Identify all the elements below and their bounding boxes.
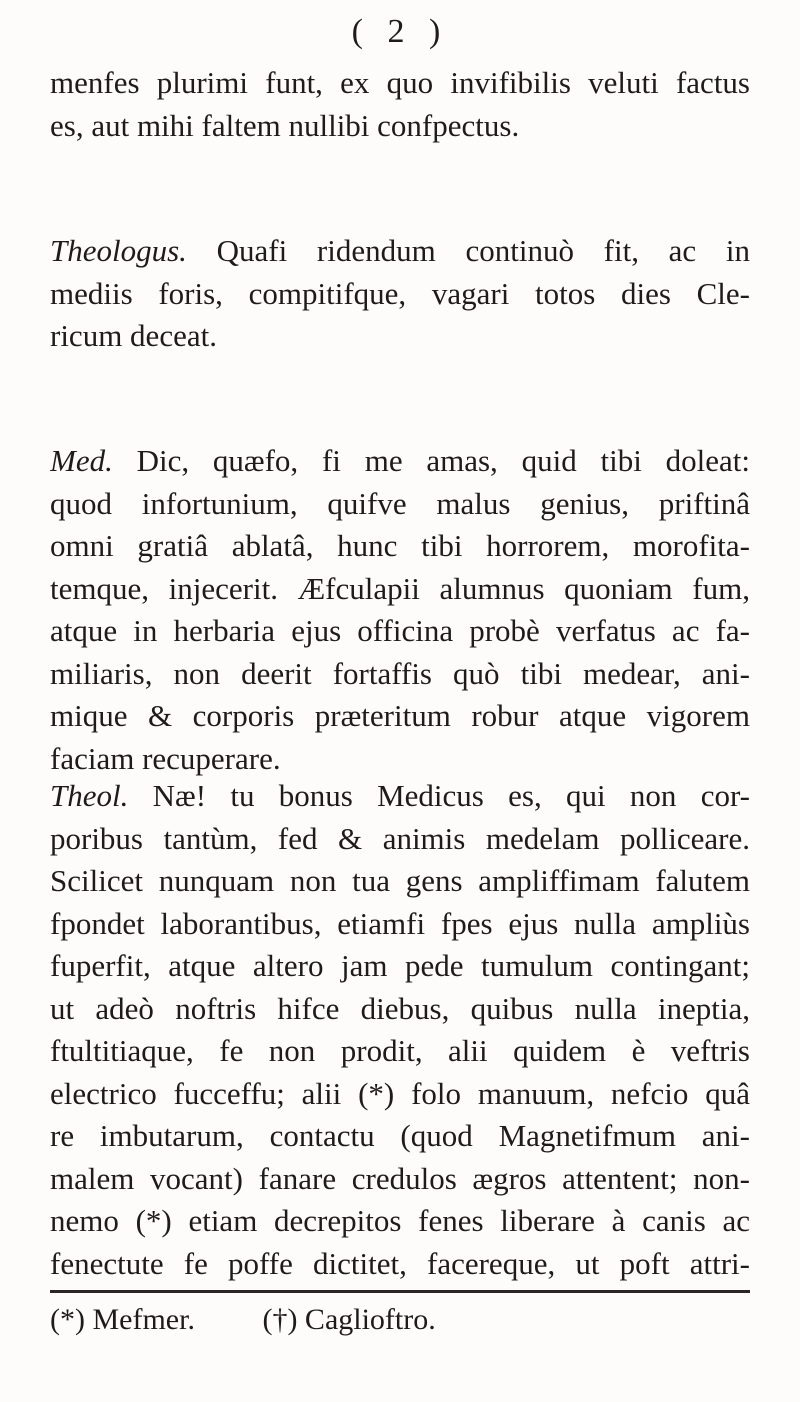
footnote-cagliostro: (†) Caglioftro. [262,1303,436,1336]
text-line: ut adeò noftris hifce diebus, quibus nulla ineptia, [50,990,750,1026]
text-line: quod infortunium, quifve malus genius, priftinâ [50,485,750,521]
text-line: omni gratiâ ablatâ, hunc tibi horrorem, morofita- [50,528,750,563]
speaker-label: Theologus. [50,233,187,268]
text-line: fenectute fe poffe dictitet, facereque, ut poft attri- [50,1245,750,1281]
text-line [50,775,750,818]
paragraph-theol [50,775,750,1285]
text-line: electrico fucceffu; alii (*) folo manuum, nefcio quâ [50,1075,750,1111]
text-line: fuperfit, atque altero jam pede tumulum contingant; [50,948,750,983]
text-line: atque in herbaria ejus officina probè verfatus ac fa- [50,613,750,648]
text-line: nemo (*) etiam decrepitos fenes liberare à canis ac [50,1203,750,1238]
text-line: re imbutarum, contactu (quod Magnetifmum ani- [50,1118,750,1153]
footnotes [50,1300,750,1340]
text-line: mique & corporis præteritum robur atque vigorem [50,698,750,733]
text-line: miliaris, non deerit fortaffis quò tibi medear, ani- [50,655,750,691]
text-fragment: Næ! tu bonus Medicus es, qui non cor- [128,778,750,813]
text-line: temque, injecerit. Æfculapii alumnus quoniam fum, [50,570,750,606]
paragraph-continuation [50,62,750,147]
text-line: ricum deceat. [50,318,217,353]
text-line: ftultitiaque, fe non prodit, alii quidem è veftris [50,1033,750,1068]
text-line: malem vocant) fanare credulos ægros attentent; non- [50,1160,750,1196]
speaker-label: Med. [50,443,113,478]
text-line: fpondet laborantibus, etiamfi fpes ejus nulla ampliùs [50,905,750,941]
speaker-label: Theol. [50,778,129,813]
page-number: ( 2 ) [351,13,449,50]
text-fragment: Dic, quæfo, fi me amas, quid tibi doleat: [112,443,750,478]
text-line: poribus tantùm, fed & animis medelam polliceare. [50,820,750,856]
footnote-divider [50,1290,750,1293]
text-line [50,230,750,273]
footnote-mesmer: (*) Mefmer. [50,1303,195,1336]
text-line: Scilicet nunquam non tua gens ampliffimam falutem [50,863,750,898]
paragraph-theologus [50,230,750,358]
text-line: faciam recuperare. [50,740,281,776]
text-fragment: Quafi ridendum continuò fit, ac in [186,233,750,268]
text-line: mediis foris, compitifque, vagari totos dies Cle- [50,275,750,311]
paragraph-medicus [50,440,750,780]
text-line [50,440,750,483]
text-line: menfes plurimi funt, ex quo invifibilis veluti factus [50,65,750,100]
text-line: es, aut mihi faltem nullibi confpectus. [50,107,520,143]
